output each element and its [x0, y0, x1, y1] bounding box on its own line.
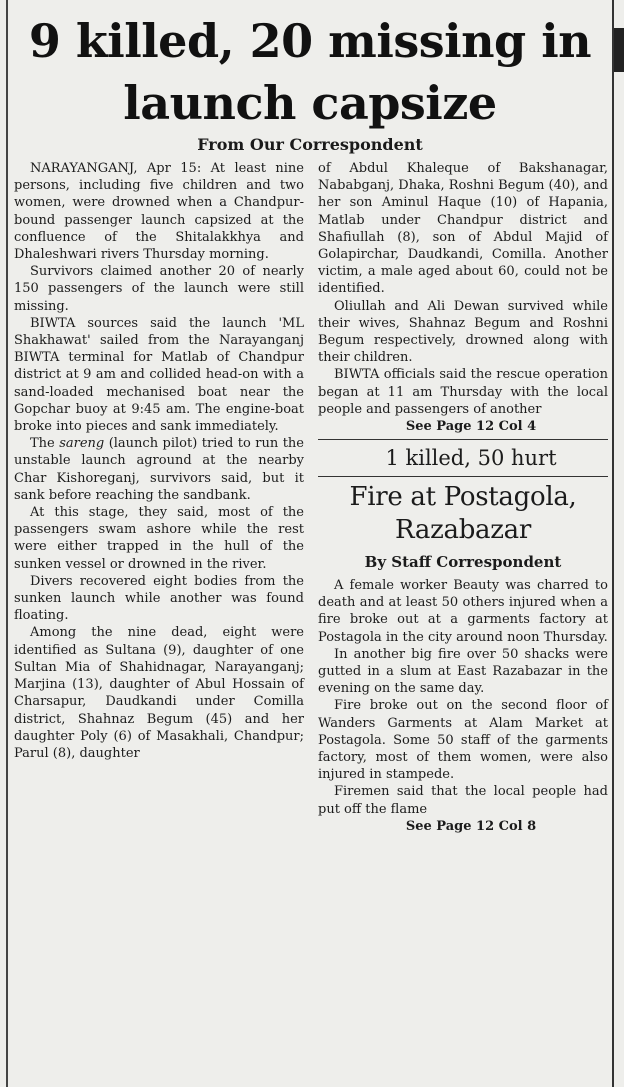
story-paragraph: Firemen said that the local people had put off the flame — [318, 784, 608, 817]
story-paragraph: Among the nine dead, eight were identified as Sultana (9), daughter of one Sultan Mia of Shahidnagar, Narayanganj; Marjina (13), daughter of Abul Hossain of Charsapur, Daudkandi under Comilla district, Shahnaz Begum (45) and her daughter Poly (6) of Masakhali, Chandpur; Parul (8), daughter — [14, 625, 304, 761]
story-paragraph: Survivors claimed another 20 of nearly 150 passengers of the launch were still missing. — [14, 264, 304, 314]
dateline: NARAYANGANJ, Apr 15: — [30, 161, 202, 176]
story-paragraph: At this stage, they said, most of the passengers swam ashore while the rest were either trapped in the hull of the sunken vessel or drowned in the river. — [14, 505, 304, 572]
adjacent-column-edge — [614, 0, 624, 14]
story-paragraph: In another big fire over 50 shacks were gutted in a slum at East Razabazar in the evening on the same day. — [318, 646, 608, 697]
story-paragraph: BIWTA sources said the launch 'ML Shakhawat' sailed from the Narayanganj BIWTA terminal for Matlab of Chandpur district at 9 am and collided head-on with a sand-loaded mechanised boat near the Gopchar buoy at 9:45 am. The engine-boat broke into pieces and sank immediately. — [14, 315, 304, 435]
story-paragraph: of Abdul Khaleque of Bakshanagar, Nababganj, Dhaka, Roshni Begum (40), and her son Aminul Haque (10) of Hapania, Matlab under Chandpur district and Shafiullah (8), son of Abdul Majid of Golapirchar, Daudkandi, Comilla. Another victim, a male aged about 60, could not be identified. — [318, 161, 608, 297]
story-paragraph: The sareng (launch pilot) tried to run the unstable launch aground at the nearby Char Kishoreganj, survivors said, but it sank before reaching the sandbank. — [14, 436, 304, 503]
main-headline: 9 killed, 20 missing in launch capsize — [28, 14, 592, 130]
story-paragraph: NARAYANGANJ, Apr 15: At least nine persons, including five children and two women, were drowned when a Chandpur-bound passenger launch capsized at the confluence of the Shitalakkhya and Dhaleshwari rivers Thursday morning. — [14, 161, 304, 263]
continuation-note: See Page 12 Col 4 — [405, 419, 537, 435]
continuation-note: See Page 12 Col 8 — [405, 818, 537, 834]
story-paragraph: Oliullah and Ali Dewan survived while their wives, Shahnaz Begum and Roshni Begum respectively, drowned along with their children. — [318, 298, 608, 366]
right-column-rule — [612, 0, 614, 1087]
adjacent-story-fragment — [614, 28, 624, 72]
story-paragraph: BIWTA officials said the rescue operation began at 11 am Thursday with the local people and passengers of another — [318, 367, 608, 417]
main-story-left-column — [14, 160, 304, 762]
left-column-rule — [6, 0, 8, 1087]
second-story-headline: Fire at Postagola, Razabazar — [349, 482, 577, 546]
story-divider — [318, 476, 608, 477]
story-paragraph: A female worker Beauty was charred to death and at least 50 others injured when a fire broke out at a garments factory at Postagola in the city around noon Thursday. — [318, 578, 608, 645]
second-story-byline: By Staff Correspondent — [364, 553, 562, 572]
story-paragraph: Divers recovered eight bodies from the sunken launch while another was found floating. — [14, 573, 304, 624]
second-story-kicker: 1 killed, 50 hurt — [385, 446, 557, 471]
story-paragraph: Fire broke out on the second floor of Wanders Garments at Alam Market at Postagola. Some 50 staff of the garments factory, most of them women, were also injured in stampede. — [318, 698, 608, 783]
right-column — [318, 160, 608, 835]
story-divider — [318, 439, 608, 440]
main-byline: From Our Correspondent — [197, 135, 423, 154]
italic-term: sareng — [59, 436, 105, 452]
